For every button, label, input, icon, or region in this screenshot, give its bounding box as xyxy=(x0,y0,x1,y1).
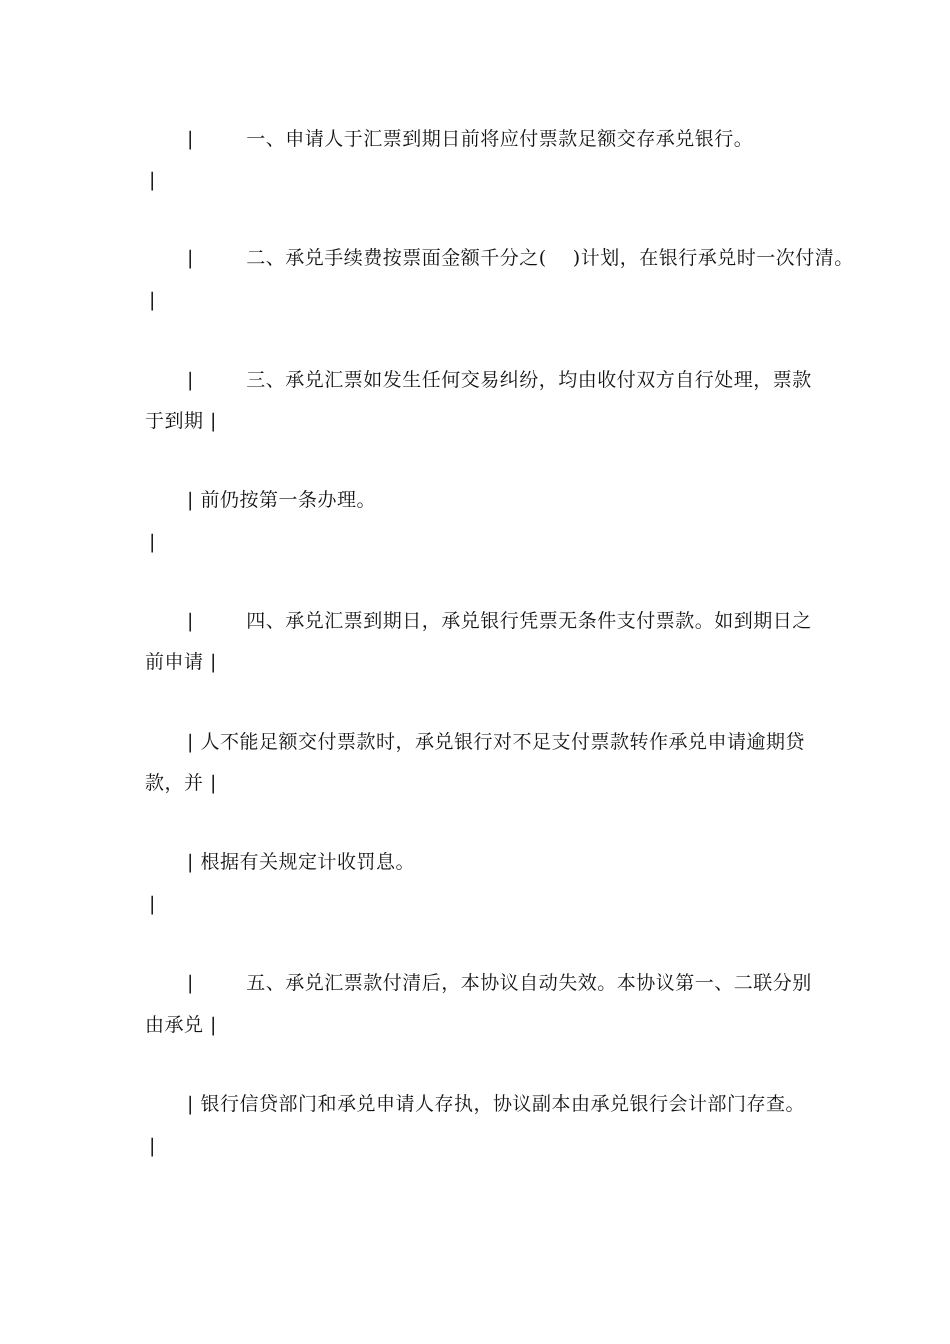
clause-2-line-2: | xyxy=(149,289,156,311)
clause-5-line-3: | 银行信贷部门和承兑申请人存执，协议副本由承兑银行会计部门存查。 xyxy=(187,1093,805,1115)
clause-2-line-1: | 二、承兑手续费按票面金额千分之( )计划，在银行承兑时一次付清。 xyxy=(187,247,854,269)
clause-4-line-2: 前申请 | xyxy=(145,651,217,673)
clause-4-line-1: | 四、承兑汇票到期日，承兑银行凭票无条件支付票款。如到期日之 xyxy=(187,610,812,632)
clause-4-line-3: | 人不能足额交付票款时，承兑银行对不足支付票款转作承兑申请逾期贷 xyxy=(187,731,805,753)
clause-3-line-4: | xyxy=(149,531,156,553)
clause-5-line-4: | xyxy=(149,1135,156,1157)
clause-3-line-3: | 前仍按第一条办理。 xyxy=(187,489,376,511)
clause-4-line-6: | xyxy=(149,893,156,915)
clause-3-line-2: 于到期 | xyxy=(145,410,217,432)
clause-4-line-4: 款，并 | xyxy=(145,772,217,794)
clause-1-line-2: | xyxy=(149,169,156,191)
clause-3-line-1: | 三、承兑汇票如发生任何交易纠纷，均由收付双方自行处理，票款 xyxy=(187,369,812,391)
clause-5-line-1: | 五、承兑汇票款付清后，本协议自动失效。本协议第一、二联分别 xyxy=(187,972,812,994)
clause-1-line-1: | 一、申请人于汇票到期日前将应付票款足额交存承兑银行。 xyxy=(187,128,754,150)
clause-4-line-5: | 根据有关规定计收罚息。 xyxy=(187,851,415,873)
clause-5-line-2: 由承兑 | xyxy=(145,1014,217,1036)
